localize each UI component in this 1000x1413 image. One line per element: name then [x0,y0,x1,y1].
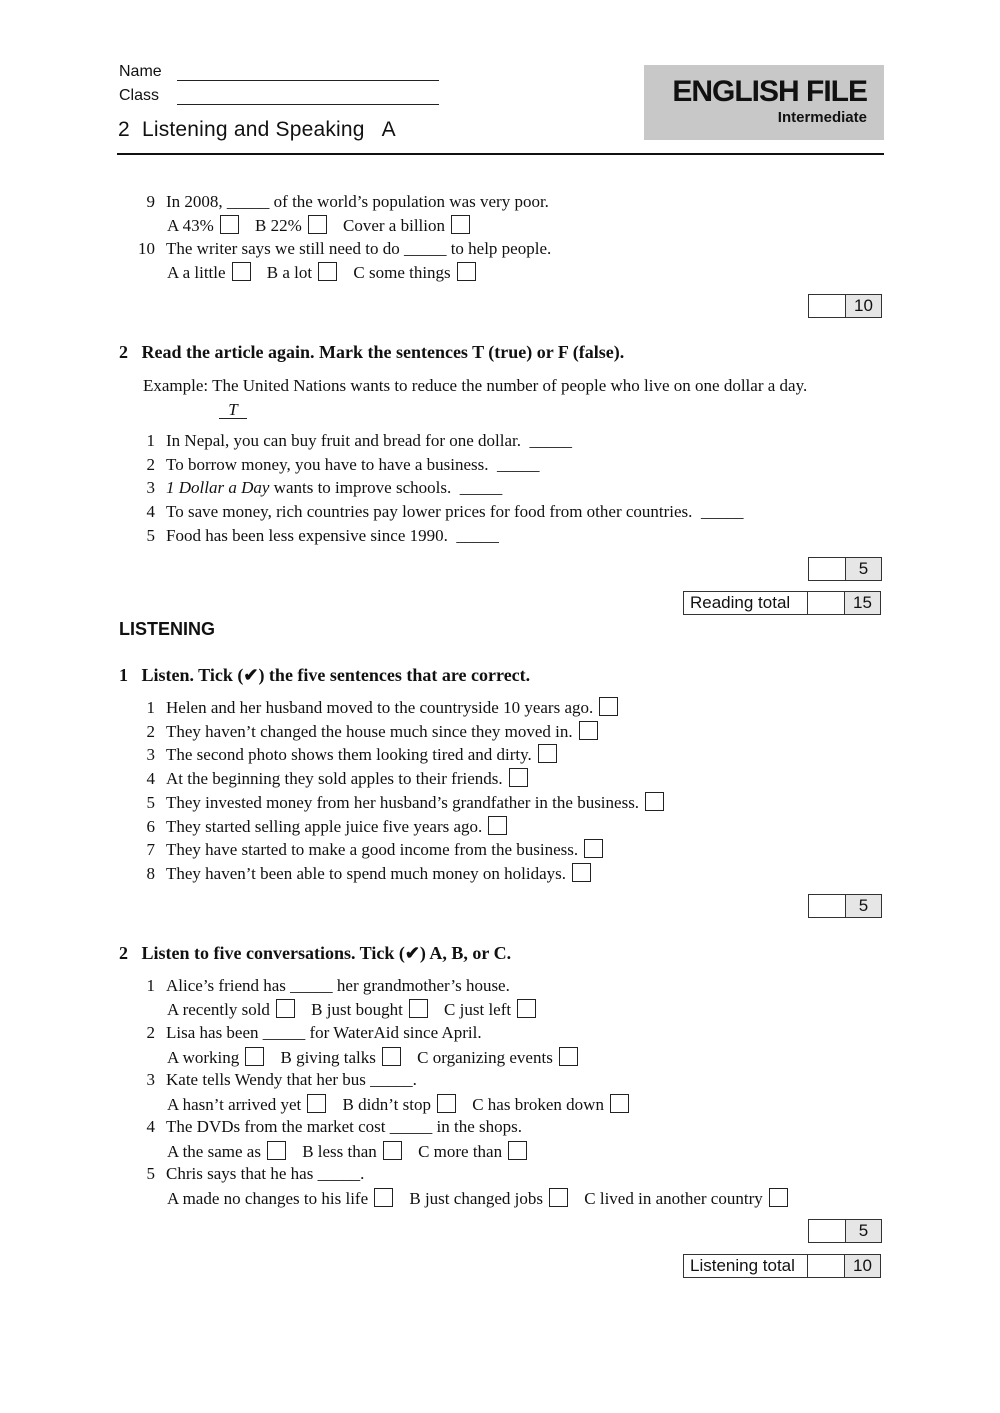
reading-total-box [683,591,881,615]
checkbox[interactable] [572,863,591,882]
tf-example: Example: The United Nations wants to reduce the number of people who live on one dollar a day. [143,376,808,395]
question-10-options [167,262,488,283]
tf-item-2: 2 To borrow money, you have to have a business. _____ [146,455,540,474]
answer-blank[interactable]: _____ [497,455,540,474]
listen-item-3: 3 The second photo shows them looking tired and dirty. [133,744,557,765]
listen-item-8: 8 They haven’t been able to spend much money on holidays. [133,863,591,884]
name-label: Name [119,63,162,80]
score-max: 5 [846,558,881,580]
question-stem: In 2008, _____ of the world’s population was very poor. [166,192,549,211]
checkbox[interactable] [538,744,557,763]
checkbox[interactable] [451,215,470,234]
listen-item-5: 5 They invested money from her husband’s grandfather in the business. [133,792,664,813]
checkbox[interactable] [509,768,528,787]
checkbox[interactable] [549,1188,568,1207]
conv-3: 3 Kate tells Wendy that her bus _____. [146,1070,417,1089]
checkbox[interactable] [383,1141,402,1160]
tf-heading: 2 Read the article again. Mark the sentences T (true) or F (false). [119,342,625,362]
checkbox[interactable] [508,1141,527,1160]
score-max: 5 [846,895,881,917]
question-number: 10 [138,239,155,258]
logo-box [644,65,884,140]
listen-item-7: 7 They have started to make a good income from the business. [133,839,603,860]
option-c: Cover a billion [343,216,470,235]
checkbox[interactable] [457,262,476,281]
score-entry[interactable] [808,1255,845,1277]
logo-main-text: ENGLISH FILE [672,75,867,108]
score-entry[interactable] [809,1220,846,1242]
conv-4: 4 The DVDs from the market cost _____ in the shops. [146,1117,522,1136]
question-10 [133,239,551,259]
checkbox[interactable] [308,215,327,234]
score-box-tf [808,557,882,581]
score-box-listen1 [808,894,882,918]
question-number: 9 [146,192,155,211]
score-max: 10 [845,1255,880,1277]
conv-3-options: A hasn’t arrived yet B didn’t stop C has broken down [167,1094,641,1115]
page-title: 2 Listening and Speaking A [118,118,396,141]
checkbox[interactable] [599,697,618,716]
name-field[interactable] [177,66,439,81]
option-b: B a lot [267,263,337,282]
listen-item-6: 6 They started selling apple juice five years ago. [133,816,507,837]
tf-example-answer: T [219,402,247,419]
question-9-options [167,215,482,236]
score-entry[interactable] [809,558,846,580]
checkbox[interactable] [437,1094,456,1113]
listening-part2-heading: 2 Listen to five conversations. Tick (✔) A, B, or C. [119,943,512,963]
checkbox[interactable] [409,999,428,1018]
listening-part1-heading: 1 Listen. Tick (✔) the five sentences that are correct. [119,665,531,685]
conv-2-options: A working B giving talks C organizing events [167,1047,590,1068]
class-field[interactable] [177,90,439,105]
listen-item-2: 2 They haven’t changed the house much since they moved in. [133,721,598,742]
conv-1: 1 Alice’s friend has _____ her grandmother’s house. [146,976,510,995]
conv-5-options: A made no changes to his life B just changed jobs C lived in another country [167,1188,800,1209]
score-box-listen2 [808,1219,882,1243]
question-9 [133,192,549,212]
option-a: A 43% [167,216,239,235]
checkbox[interactable] [645,792,664,811]
checkbox[interactable] [220,215,239,234]
header-rule [117,153,884,155]
tf-item-4: 4 To save money, rich countries pay lower prices for food from other countries. _____ [146,502,744,521]
checkbox[interactable] [517,999,536,1018]
italic-title: 1 Dollar a Day [166,478,270,497]
score-box-mc [808,294,882,318]
checkbox[interactable] [318,262,337,281]
checkbox[interactable] [307,1094,326,1113]
tf-item-5: 5 Food has been less expensive since 1990. _____ [146,526,499,545]
listening-section-title: LISTENING [119,619,216,639]
tf-example-answer-wrap [219,400,247,420]
score-max: 15 [845,592,880,614]
class-label: Class [119,87,160,104]
answer-blank[interactable]: _____ [700,502,744,521]
checkbox[interactable] [276,999,295,1018]
listen-item-1: 1 Helen and her husband moved to the countryside 10 years ago. [133,697,618,718]
checkbox[interactable] [610,1094,629,1113]
tf-item-3: 3 1 Dollar a Day wants to improve schools. _____ [146,478,503,497]
checkbox[interactable] [488,816,507,835]
answer-blank[interactable]: _____ [459,478,503,497]
conv-4-options: A the same as B less than C more than [167,1141,539,1162]
answer-blank[interactable]: _____ [456,526,499,545]
answer-blank[interactable]: _____ [529,431,572,450]
checkbox[interactable] [579,721,598,740]
score-entry[interactable] [809,295,846,317]
score-entry[interactable] [809,895,846,917]
conv-5: 5 Chris says that he has _____. [146,1164,365,1183]
checkbox[interactable] [267,1141,286,1160]
checkbox[interactable] [382,1047,401,1066]
score-entry[interactable] [808,592,845,614]
reading-total-label: Reading total [684,592,808,614]
checkbox[interactable] [559,1047,578,1066]
checkbox[interactable] [374,1188,393,1207]
checkbox[interactable] [232,262,251,281]
listen-item-4: 4 At the beginning they sold apples to their friends. [133,768,528,789]
option-a: A a little [167,263,251,282]
checkbox[interactable] [769,1188,788,1207]
logo-sub-text: Intermediate [777,109,867,126]
score-max: 5 [846,1220,881,1242]
option-c: C some things [353,263,475,282]
tf-item-1: 1 In Nepal, you can buy fruit and bread for one dollar. _____ [146,431,572,450]
listening-total-box [683,1254,881,1278]
checkbox[interactable] [584,839,603,858]
checkbox[interactable] [245,1047,264,1066]
question-stem: The writer says we still need to do _____ to help people. [166,239,552,258]
listening-total-label: Listening total [684,1255,808,1277]
option-b: B 22% [255,216,327,235]
score-max: 10 [846,295,881,317]
conv-1-options: A recently sold B just bought C just left [167,999,548,1020]
conv-2: 2 Lisa has been _____ for WaterAid since April. [146,1023,482,1042]
